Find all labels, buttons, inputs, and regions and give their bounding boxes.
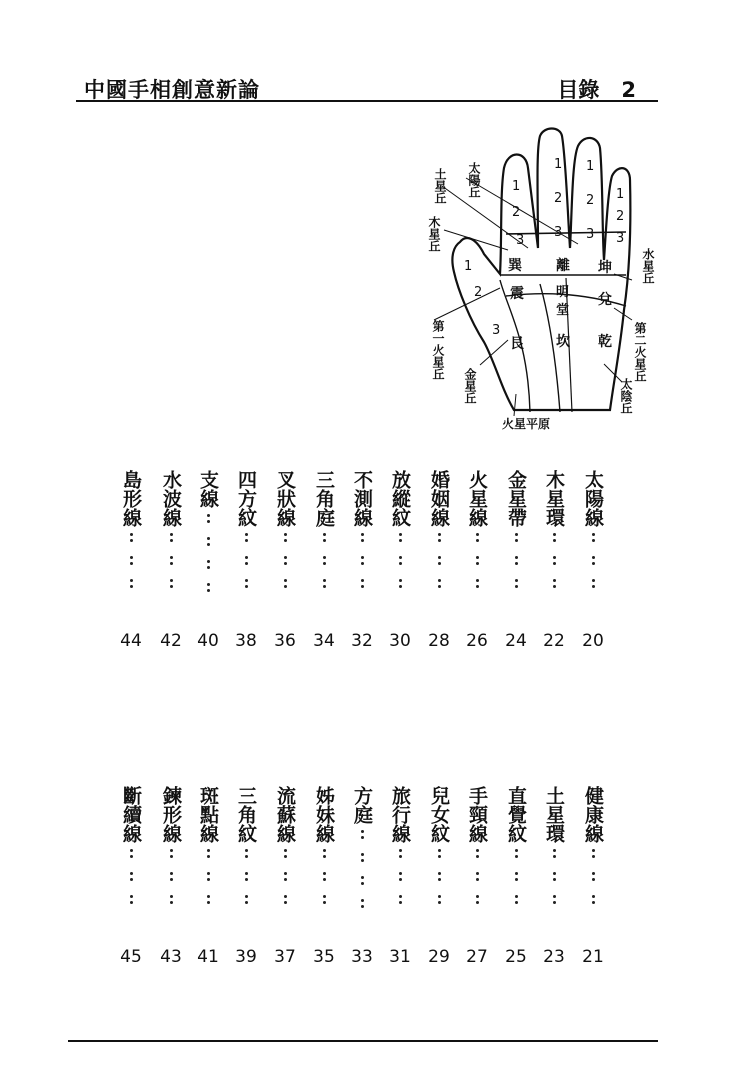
toc-leader-dot: [130, 895, 133, 905]
toc-leader-dot: [207, 514, 210, 524]
toc-entry-name: 太陽線: [582, 470, 604, 527]
toc-entry-page: 23: [543, 947, 565, 967]
toc-leader-dots: [284, 849, 287, 905]
toc-leader-dot: [438, 849, 441, 859]
toc-leader-dot: [515, 556, 518, 566]
toc-entry-page: 35: [313, 947, 335, 967]
mount-jinxing: 金星丘: [463, 368, 477, 404]
toc-entry-page: 42: [160, 631, 182, 651]
phalange-number: 3: [554, 225, 563, 240]
mount-taiyang: 太陽丘: [467, 162, 481, 198]
mount-taiyin: 太陰丘: [619, 378, 633, 414]
toc-entry: [311, 470, 337, 680]
toc-entry: [387, 470, 413, 680]
toc-leader-dot: [207, 560, 210, 570]
toc-leader-dot: [361, 853, 364, 863]
toc-entry-page: 21: [582, 947, 604, 967]
toc-leader-dots: [476, 533, 479, 589]
toc-entry-name: 姊妹線: [313, 786, 335, 843]
header-rule: [76, 100, 658, 102]
toc-entry-name: 木星環: [543, 470, 565, 527]
palm-diagram: [400, 120, 670, 440]
toc-leader-dot: [284, 533, 287, 543]
phalange-number: 1: [616, 187, 625, 202]
toc-entry-name: 斑點線: [197, 786, 219, 843]
phalange-number: 3: [492, 323, 501, 338]
toc-leader-dot: [361, 830, 364, 840]
toc-entry: [272, 470, 298, 680]
toc-leader-dots: [245, 849, 248, 905]
toc-leader-dot: [438, 556, 441, 566]
toc-leader-dot: [438, 872, 441, 882]
toc-entry-name: 叉狀線: [274, 470, 296, 527]
phalange-number: 3: [616, 231, 625, 246]
pointer-muxing: [444, 230, 508, 250]
toc-entry-page: 33: [351, 947, 373, 967]
book-title: 中國手相創意新論: [84, 78, 260, 102]
phalange-number: 3: [516, 233, 525, 248]
phalange-number: 1: [464, 259, 473, 274]
toc-leader-dot: [323, 556, 326, 566]
toc-entry-name: 四方紋: [235, 470, 257, 527]
toc-entry-page: 32: [351, 631, 373, 651]
toc-leader-dots: [438, 533, 441, 589]
footer-rule: [68, 1040, 658, 1042]
toc-entry-page: 40: [197, 631, 219, 651]
toc-leader-dot: [476, 579, 479, 589]
toc-leader-dot: [130, 556, 133, 566]
toc-leader-dots: [170, 849, 173, 905]
toc-entry: [349, 786, 375, 996]
mount-muxing: 木星丘: [427, 216, 441, 252]
toc-leader-dot: [592, 872, 595, 882]
toc-leader-dot: [361, 899, 364, 909]
toc-entry-page: 25: [505, 947, 527, 967]
toc-entry: [426, 786, 452, 996]
toc-entry-name: 方庭: [351, 786, 373, 824]
toc-entry-name: 土星環: [543, 786, 565, 843]
toc-leader-dot: [170, 556, 173, 566]
toc-leader-dot: [284, 556, 287, 566]
toc-entry-page: 44: [120, 631, 142, 651]
mount-huoxing1: 第一火星丘: [431, 320, 445, 380]
toc-leader-dot: [592, 849, 595, 859]
toc-entry-name: 鍊形線: [160, 786, 182, 843]
toc-leader-dot: [438, 533, 441, 543]
mount-tuxing: 土星丘: [433, 168, 447, 204]
toc-leader-dot: [553, 849, 556, 859]
toc-leader-dot: [284, 895, 287, 905]
toc-leader-dots: [399, 849, 402, 905]
toc-leader-dot: [476, 872, 479, 882]
toc-leader-dot: [170, 579, 173, 589]
pointer-huoxing1: [434, 288, 500, 320]
toc-entry-page: 24: [505, 631, 527, 651]
toc-leader-dot: [323, 872, 326, 882]
toc-entry: [503, 786, 529, 996]
toc-leader-dot: [553, 556, 556, 566]
toc-entry-name: 三角庭: [313, 470, 335, 527]
toc-leader-dot: [592, 895, 595, 905]
toc-leader-dot: [361, 556, 364, 566]
toc-leader-dot: [438, 579, 441, 589]
trigram-dui: 兌: [598, 292, 612, 308]
toc-entry-name: 兒女紋: [428, 786, 450, 843]
toc-leader-dot: [476, 849, 479, 859]
trigram-xun: 巽: [508, 258, 522, 274]
toc-leader-dot: [553, 533, 556, 543]
toc-entry-name: 金星帶: [505, 470, 527, 527]
toc-entry-name: 放縱紋: [389, 470, 411, 527]
toc-entry: [426, 470, 452, 680]
toc-leader-dots: [207, 514, 210, 593]
toc-leader-dot: [592, 556, 595, 566]
toc-entry: [158, 786, 184, 996]
trigram-kan: 坎: [556, 334, 570, 350]
toc-entry-name: 旅行線: [389, 786, 411, 843]
toc-entry: [349, 470, 375, 680]
toc-entry-name: 三角紋: [235, 786, 257, 843]
toc-leader-dot: [592, 533, 595, 543]
toc-leader-dot: [245, 533, 248, 543]
toc-leader-dot: [245, 895, 248, 905]
toc-leader-dots: [323, 533, 326, 589]
toc-leader-dot: [553, 579, 556, 589]
toc-leader-dot: [207, 537, 210, 547]
toc-entry: [118, 786, 144, 996]
toc-leader-dot: [515, 872, 518, 882]
toc-leader-dots: [592, 849, 595, 905]
toc-leader-dot: [361, 533, 364, 543]
toc-leader-dot: [515, 579, 518, 589]
toc-leader-dot: [284, 872, 287, 882]
page-number: 2: [621, 78, 636, 102]
toc-entry: [464, 786, 490, 996]
phalange-number: 2: [616, 209, 625, 224]
toc-entry: [272, 786, 298, 996]
toc-entry-page: 27: [466, 947, 488, 967]
toc-leader-dot: [476, 556, 479, 566]
toc-entry: [233, 470, 259, 680]
toc-leader-dots: [476, 849, 479, 905]
toc-leader-dot: [515, 895, 518, 905]
toc-leader-dots: [323, 849, 326, 905]
toc-leader-dots: [515, 533, 518, 589]
toc-entry: [541, 786, 567, 996]
toc-leader-dot: [399, 872, 402, 882]
toc-leader-dot: [592, 579, 595, 589]
pointer-pingyuan: [514, 394, 516, 416]
toc-entry-name: 島形線: [120, 470, 142, 527]
toc-leader-dot: [323, 579, 326, 589]
phalange-number: 1: [512, 179, 521, 194]
toc-leader-dots: [553, 849, 556, 905]
toc-leader-dot: [130, 533, 133, 543]
toc-leader-dot: [284, 849, 287, 859]
toc-leader-dot: [170, 533, 173, 543]
toc-leader-dot: [399, 849, 402, 859]
toc-leader-dot: [476, 895, 479, 905]
toc-entry: [195, 786, 221, 996]
toc-entry-page: 41: [197, 947, 219, 967]
phalange-number: 2: [554, 191, 563, 206]
toc-entry-name: 健康線: [582, 786, 604, 843]
toc-leader-dot: [284, 579, 287, 589]
toc-leader-dot: [323, 849, 326, 859]
toc-leader-dot: [553, 872, 556, 882]
trigram-gen: 艮: [510, 336, 524, 352]
toc-entry-page: 36: [274, 631, 296, 651]
toc-leader-dot: [130, 849, 133, 859]
toc-entry-page: 29: [428, 947, 450, 967]
toc-entry-page: 34: [313, 631, 335, 651]
toc-entry: [233, 786, 259, 996]
mount-huoxing2: 第二火星丘: [633, 322, 647, 382]
toc-leader-dots: [592, 533, 595, 589]
mount-shuixing: 水星丘: [641, 248, 655, 284]
toc-entry-name: 婚姻線: [428, 470, 450, 527]
toc-leader-dot: [130, 579, 133, 589]
toc-entry-name: 直覺紋: [505, 786, 527, 843]
toc-leader-dots: [399, 533, 402, 589]
trigram-qian: 乾: [598, 334, 612, 350]
toc-entry: [580, 786, 606, 996]
toc-leader-dot: [399, 895, 402, 905]
toc-leader-dot: [207, 895, 210, 905]
toc-leader-dots: [130, 849, 133, 905]
toc-entry: [580, 470, 606, 680]
toc-leader-dot: [476, 533, 479, 543]
toc-leader-dot: [361, 579, 364, 589]
toc-entry-name: 火星線: [466, 470, 488, 527]
toc-leader-dots: [361, 830, 364, 909]
toc-entry-page: 22: [543, 631, 565, 651]
toc-leader-dot: [515, 849, 518, 859]
toc-entry-page: 39: [235, 947, 257, 967]
toc-leader-dots: [438, 849, 441, 905]
toc-leader-dot: [130, 872, 133, 882]
toc-entry-page: 45: [120, 947, 142, 967]
toc-leader-dot: [245, 872, 248, 882]
toc-entry-page: 37: [274, 947, 296, 967]
toc-entry-name: 不測線: [351, 470, 373, 527]
toc-entry-name: 水波線: [160, 470, 182, 527]
toc-leader-dot: [170, 872, 173, 882]
trigram-zhen: 震: [510, 286, 524, 302]
toc-leader-dot: [515, 533, 518, 543]
toc-entry-page: 28: [428, 631, 450, 651]
toc-entry: [541, 470, 567, 680]
phalange-number: 3: [586, 227, 595, 242]
toc-entry-page: 26: [466, 631, 488, 651]
toc-leader-dot: [399, 533, 402, 543]
trigram-mingtang-1: 明: [556, 285, 570, 300]
toc-leader-dots: [245, 533, 248, 589]
toc-leader-dot: [245, 556, 248, 566]
phalange-number: 2: [586, 193, 595, 208]
toc-entry-name: 流蘇線: [274, 786, 296, 843]
toc-entry-name: 支線: [197, 470, 219, 508]
toc-entry: [387, 786, 413, 996]
toc-leader-dot: [207, 849, 210, 859]
toc-leader-dot: [245, 579, 248, 589]
toc-entry: [464, 470, 490, 680]
toc-leader-dots: [515, 849, 518, 905]
toc-entry-page: 31: [389, 947, 411, 967]
toc-leader-dot: [207, 872, 210, 882]
phalange-number: 1: [554, 157, 563, 172]
trigram-li: 離: [556, 258, 570, 274]
trigram-mingtang-2: 堂: [556, 303, 570, 318]
toc-leader-dot: [245, 849, 248, 859]
toc-entry-page: 43: [160, 947, 182, 967]
toc-leader-dot: [170, 849, 173, 859]
phalange-number: 1: [586, 159, 595, 174]
phalange-number: 2: [474, 285, 483, 300]
toc-entry: [158, 470, 184, 680]
section-label: 目錄: [557, 78, 600, 102]
toc-entry: [503, 470, 529, 680]
toc-leader-dot: [323, 895, 326, 905]
toc-leader-dot: [361, 876, 364, 886]
toc-entry: [118, 470, 144, 680]
toc-entry-page: 38: [235, 631, 257, 651]
trigram-kun: 坤: [598, 260, 612, 276]
toc-leader-dot: [399, 556, 402, 566]
toc-leader-dots: [130, 533, 133, 589]
toc-leader-dot: [438, 895, 441, 905]
plain-label: 火星平原: [502, 417, 551, 431]
toc-leader-dot: [399, 579, 402, 589]
toc-leader-dots: [361, 533, 364, 589]
toc-leader-dot: [323, 533, 326, 543]
toc-leader-dots: [207, 849, 210, 905]
toc-leader-dot: [170, 895, 173, 905]
toc-entry-page: 20: [582, 631, 604, 651]
toc-entry-name: 手頸線: [466, 786, 488, 843]
toc-entry: [195, 470, 221, 680]
toc-leader-dot: [553, 895, 556, 905]
toc-entry-page: 30: [389, 631, 411, 651]
toc-entry: [311, 786, 337, 996]
toc-leader-dots: [553, 533, 556, 589]
toc-leader-dots: [170, 533, 173, 589]
phalange-number: 2: [512, 205, 521, 220]
toc-leader-dot: [207, 583, 210, 593]
toc-leader-dots: [284, 533, 287, 589]
toc-entry-name: 斷續線: [120, 786, 142, 843]
